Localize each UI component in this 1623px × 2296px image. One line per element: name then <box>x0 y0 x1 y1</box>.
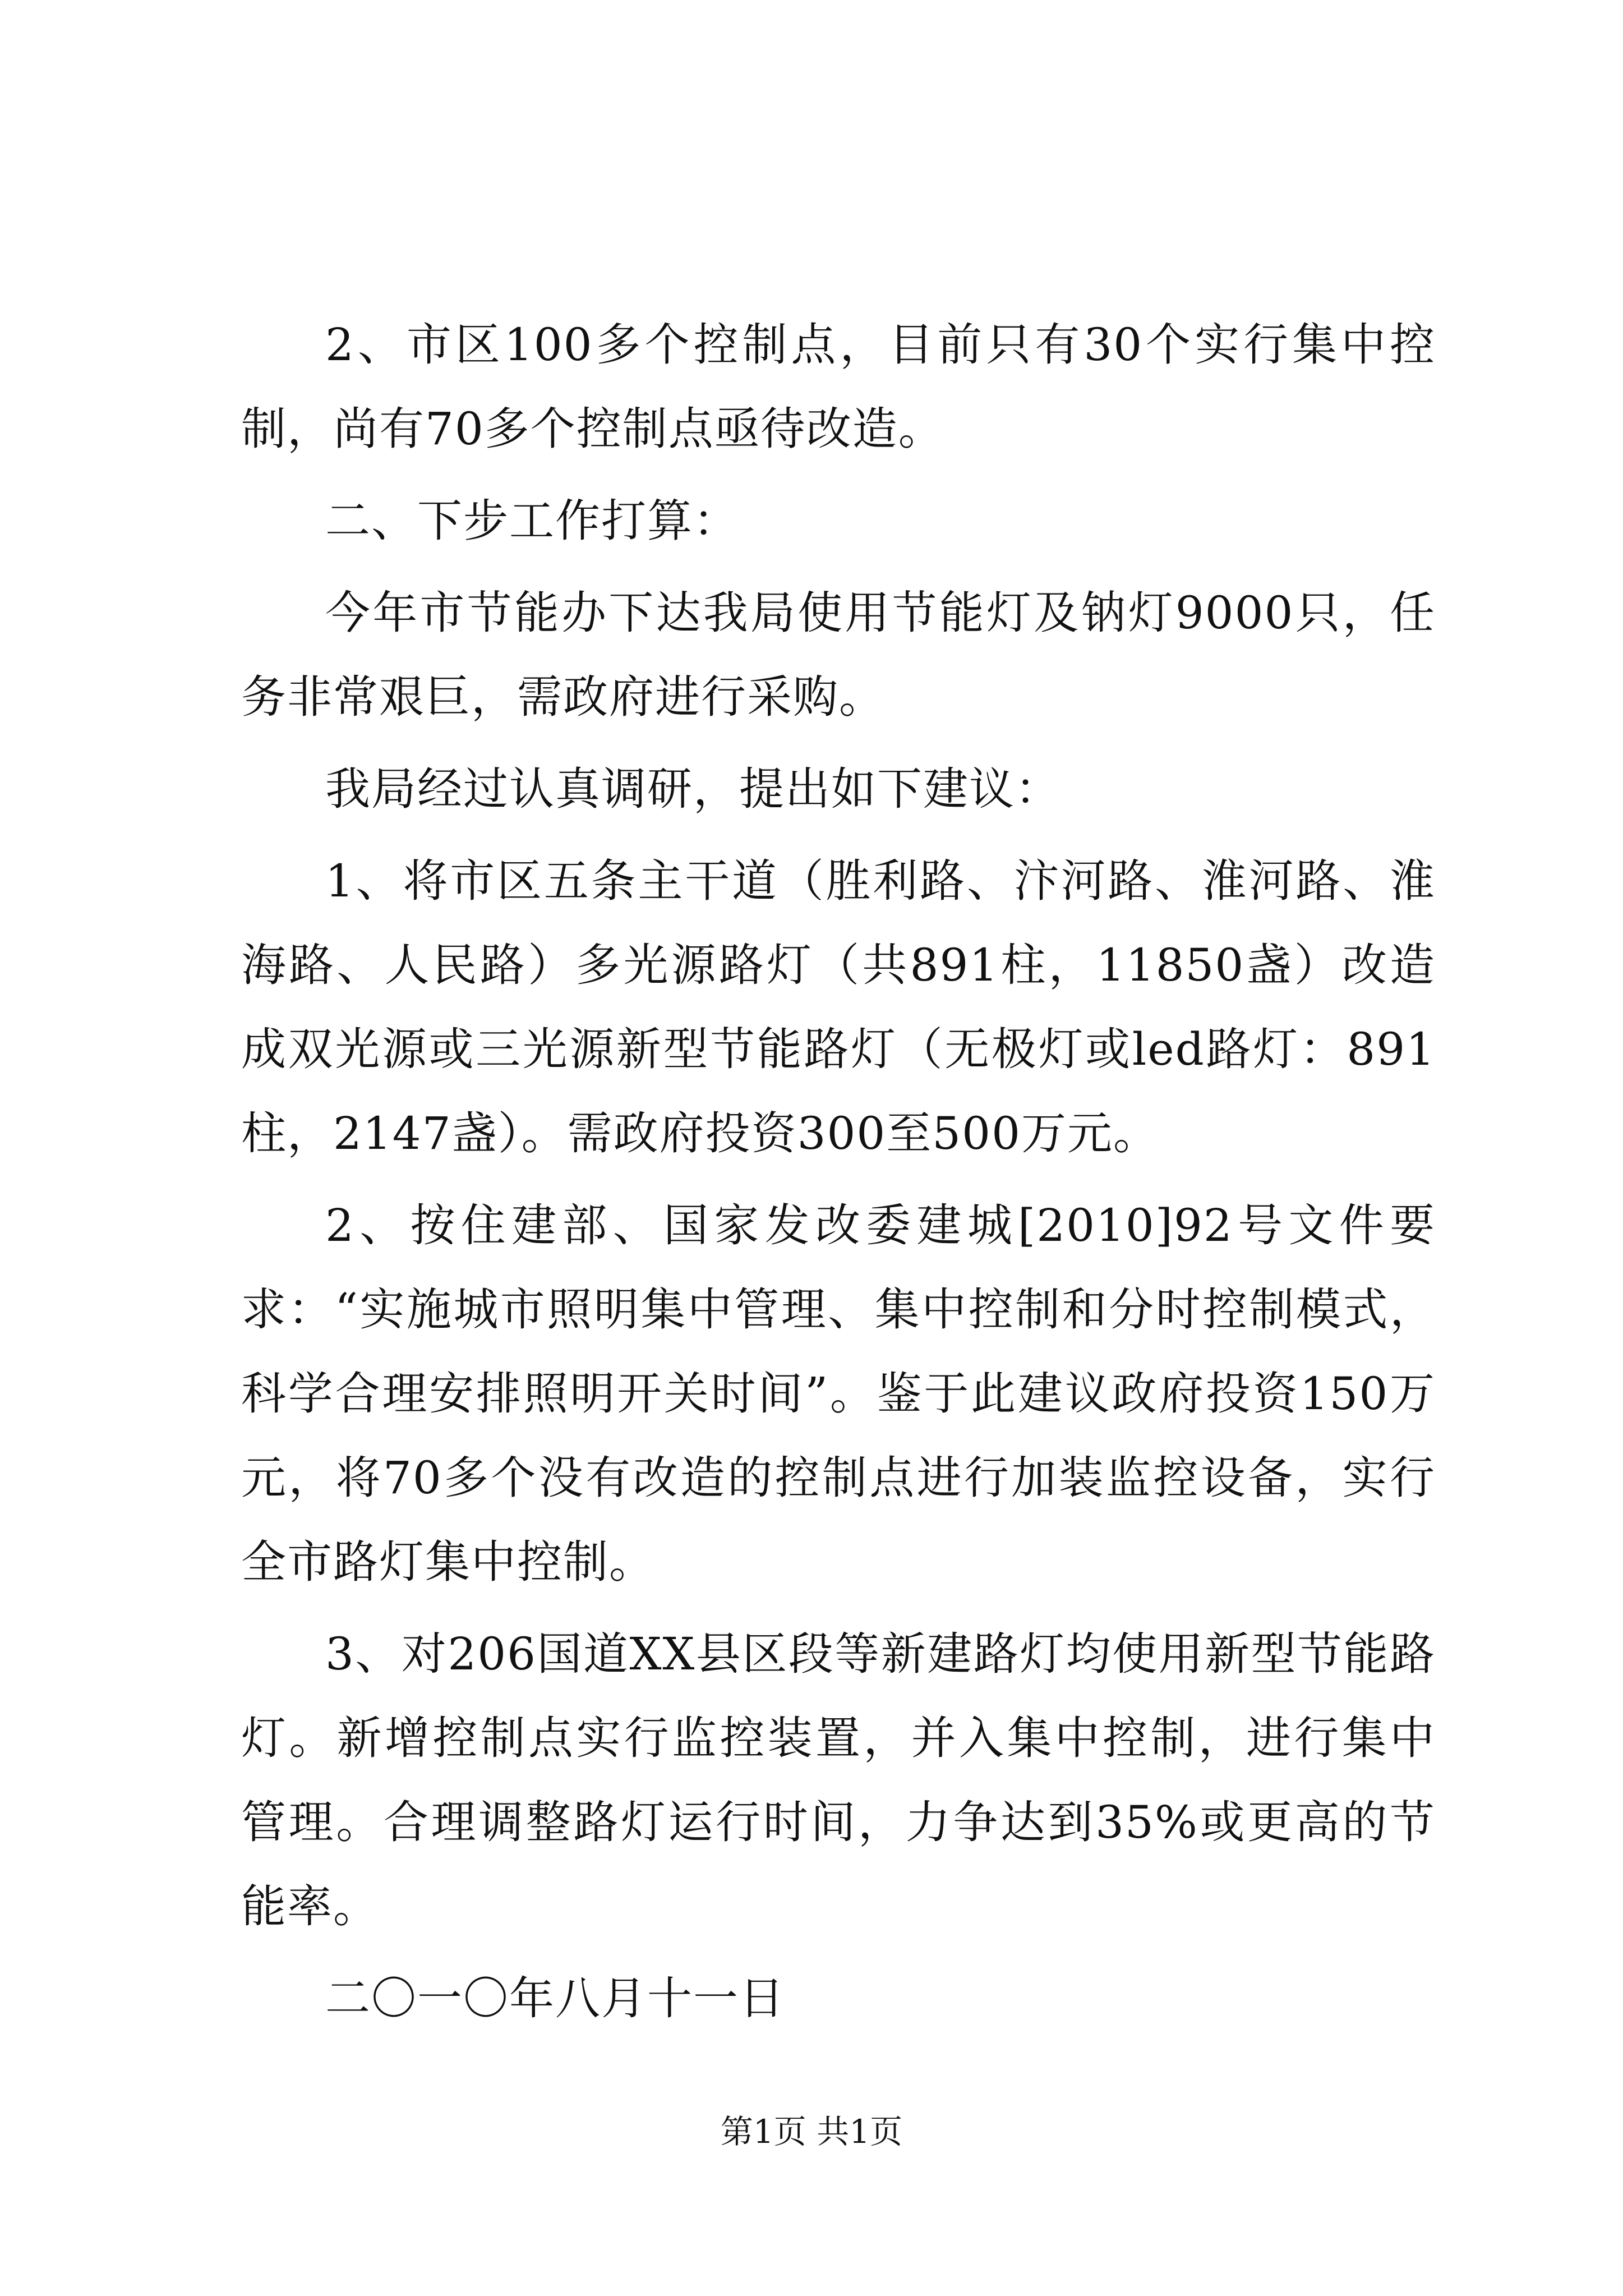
page-footer: 第1页 共1页 <box>720 2113 903 2151</box>
paragraph-energy-task: 今年市节能办下达我局使用节能灯及钠灯9000只，任务非常艰巨，需政府进行采购。 <box>241 587 1436 723</box>
section-heading-next-steps: 二、下步工作打算： <box>325 495 739 547</box>
document-date: 二〇一〇年八月十一日 <box>325 1972 785 2024</box>
paragraph-suggestion-3: 3、对206国道XX县区段等新建路灯均使用新型节能路灯。新增控制点实行监控装置，并入集中控制，进行集中管理。合理调整路灯运行时间，力争达到35%或更高的节能率。 <box>241 1628 1436 1932</box>
document-body <box>241 303 1436 2049</box>
paragraph-control-points: 2、市区100多个控制点，目前只有30个实行集中控制，尚有70多个控制点亟待改造。 <box>241 319 1436 455</box>
paragraph-suggestion-2: 2、按住建部、国家发改委建城[2010]92号文件要求：“实施城市照明集中管理、集中控制和分时控制模式，科学合理安排照明开关时间”。鉴于此建议政府投资150万元，将70多个没有改造的控制点进行加装监控设备，实行全市路灯集中控制。 <box>241 1199 1436 1588</box>
paragraph-suggestions-intro: 我局经过认真调研，提出如下建议： <box>325 763 1061 815</box>
paragraph-suggestion-1: 1、将市区五条主干道（胜利路、汴河路、淮河路、淮海路、人民路）多光源路灯（共891柱，11850盏）改造成双光源或三光源新型节能路灯（无极灯或led路灯：891柱，2147盏）。需政府投资300至500万元。 <box>241 855 1436 1159</box>
